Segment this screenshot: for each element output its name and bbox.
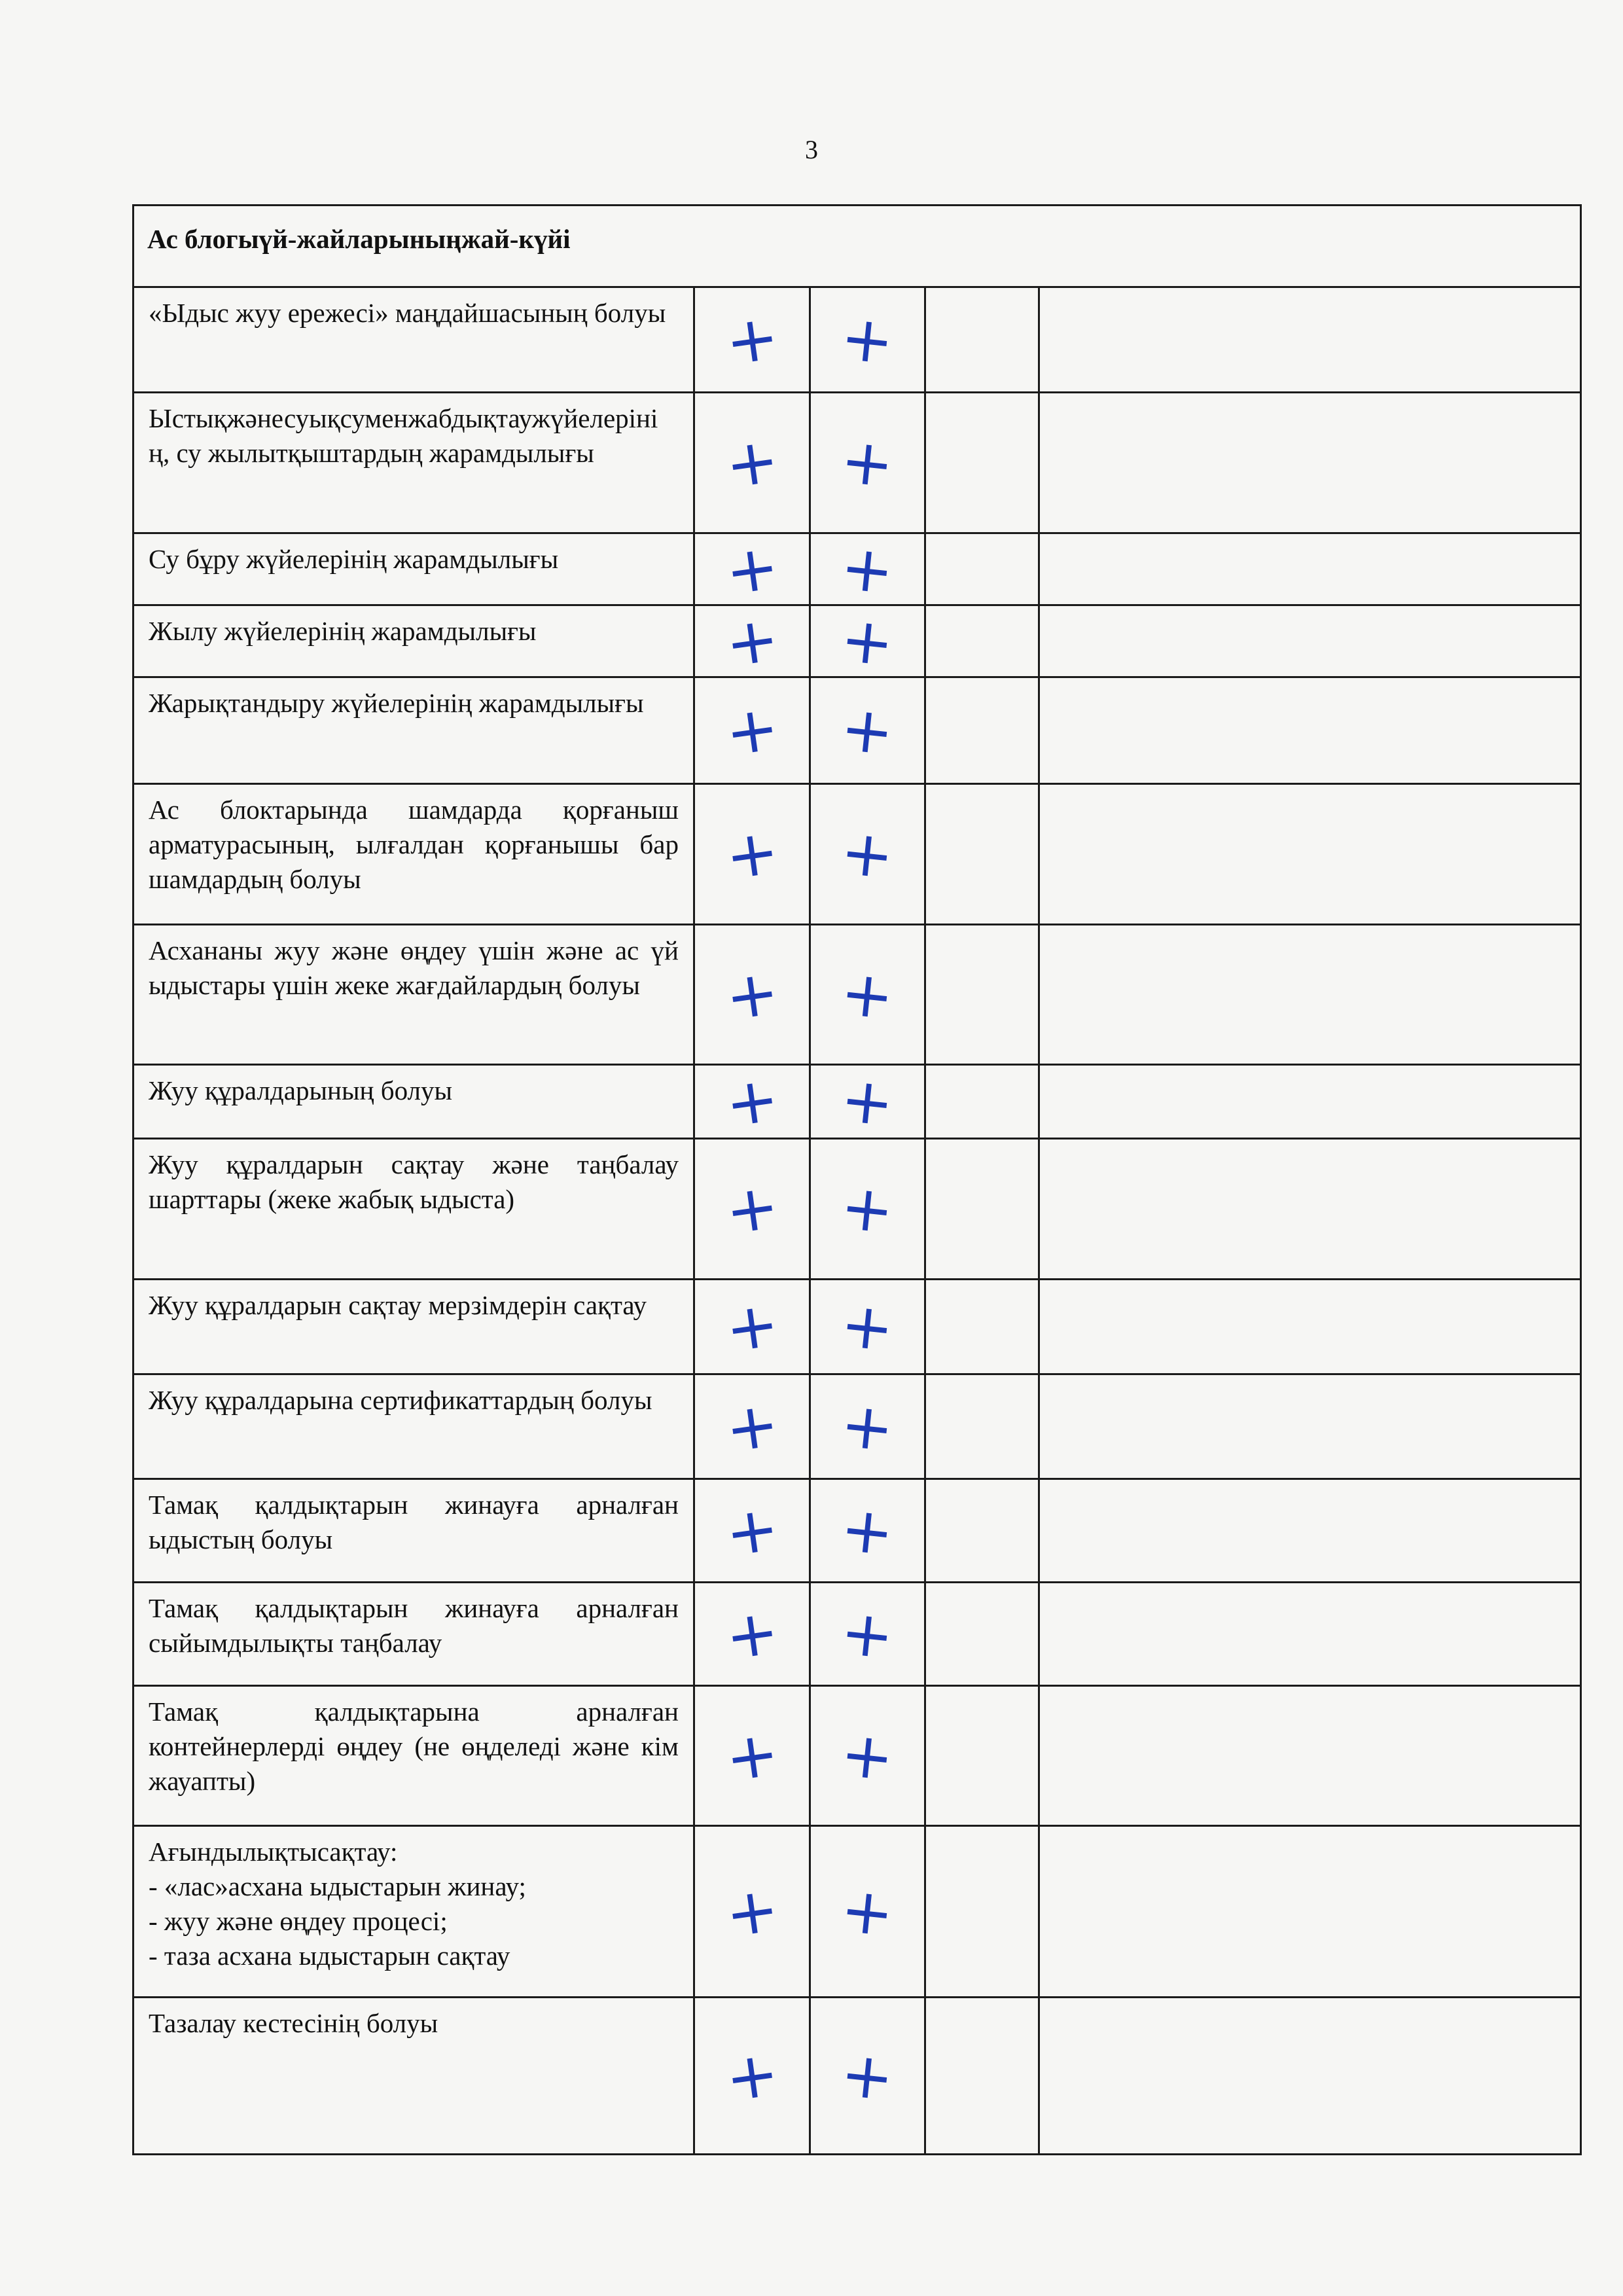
- mark-cell: [810, 1583, 925, 1686]
- empty-cell: [925, 1479, 1039, 1583]
- plus-mark: +: [721, 299, 783, 380]
- empty-cell: [1039, 393, 1581, 533]
- empty-cell: [925, 533, 1039, 605]
- empty-cell: [1039, 1139, 1581, 1280]
- empty-cell: [1039, 605, 1581, 677]
- plus-mark: +: [721, 1871, 783, 1952]
- table-row: [134, 784, 1581, 925]
- plus-mark: +: [721, 1061, 783, 1142]
- plus-mark: +: [837, 1594, 898, 1674]
- empty-cell: [1039, 1374, 1581, 1479]
- empty-cell: [925, 677, 1039, 784]
- mark-cell: [810, 287, 925, 393]
- plus-mark: +: [721, 601, 783, 681]
- criterion-label: Тамақ қалдықтарын жинауға арналған ыдыстың болуы: [134, 1479, 694, 1583]
- table-row: [134, 605, 1581, 677]
- checklist-table: [132, 204, 1582, 2155]
- plus-mark: +: [837, 2036, 898, 2115]
- mark-cell: [810, 1686, 925, 1826]
- mark-cell: [810, 529, 925, 609]
- table-row: [134, 925, 1581, 1065]
- plus-mark: +: [837, 1491, 898, 1570]
- empty-cell: [925, 1065, 1039, 1139]
- empty-cell: [925, 1139, 1039, 1280]
- plus-mark: +: [837, 815, 898, 893]
- criterion-label: Су бұру жүйелерінің жарамдылығы: [134, 533, 694, 605]
- mark-cell: [810, 1479, 925, 1583]
- table-row-flow: [134, 1826, 1581, 1998]
- empty-cell: [1039, 287, 1581, 393]
- empty-cell: [925, 605, 1039, 677]
- empty-cell: [1039, 677, 1581, 784]
- mark-cell: [694, 784, 810, 925]
- table-row: [134, 1139, 1581, 1280]
- mark-cell: [694, 601, 810, 681]
- table-row: [134, 677, 1581, 784]
- mark-cell: [694, 1280, 810, 1374]
- plus-mark: +: [721, 529, 783, 609]
- mark-cell: [694, 1479, 810, 1583]
- plus-mark: +: [721, 1594, 783, 1674]
- flow-item: - таза асхана ыдыстарын сақтау: [149, 1941, 510, 1971]
- table-row: [134, 1280, 1581, 1374]
- mark-cell: [810, 677, 925, 784]
- flow-title: Ағындылықтысақтау:: [149, 1837, 398, 1867]
- empty-cell: [1039, 925, 1581, 1065]
- mark-cell: [694, 1583, 810, 1686]
- empty-cell: [925, 1826, 1039, 1998]
- plus-mark: +: [837, 1716, 898, 1795]
- empty-cell: [925, 1686, 1039, 1826]
- mark-cell: [694, 1826, 810, 1998]
- table-row: [134, 1374, 1581, 1479]
- criterion-label: Жылу жүйелерінің жарамдылығы: [134, 605, 694, 677]
- mark-cell: [694, 925, 810, 1065]
- mark-cell: [810, 925, 925, 1065]
- empty-cell: [925, 393, 1039, 533]
- flow-item: - жуу және өңдеу процесі;: [149, 1906, 448, 1936]
- empty-cell: [925, 784, 1039, 925]
- criterion-label: Тазалау кестесінің болуы: [134, 1998, 694, 2155]
- criterion-label: Тамақ қалдықтарын жинауға арналған сыйымдылықты таңбалау: [134, 1583, 694, 1686]
- plus-mark: +: [721, 814, 783, 895]
- mark-cell: [694, 1061, 810, 1142]
- plus-mark: +: [837, 691, 898, 770]
- empty-cell: [925, 1374, 1039, 1479]
- mark-cell: [810, 1998, 925, 2155]
- empty-cell: [925, 1583, 1039, 1686]
- mark-cell: [810, 1374, 925, 1479]
- plus-mark: +: [837, 300, 898, 379]
- table-row: [134, 1065, 1581, 1139]
- table-row: [134, 393, 1581, 533]
- mark-cell: [694, 1139, 810, 1280]
- table-row: [134, 1479, 1581, 1583]
- table-row: [134, 1998, 1581, 2155]
- mark-cell: [810, 1280, 925, 1374]
- flow-item: - «лас»асхана ыдыстарын жинау;: [149, 1871, 526, 1901]
- mark-cell: [810, 784, 925, 925]
- criterion-label: Ыстықжәнесуықсуменжабдықтаужүйелерінің, су жылытқыштардың жарамдылығы: [134, 393, 694, 533]
- plus-mark: +: [837, 601, 898, 681]
- empty-cell: [1039, 1583, 1581, 1686]
- empty-cell: [1039, 1686, 1581, 1826]
- plus-mark: +: [837, 1287, 898, 1366]
- criterion-label: Жуу құралдарының болуы: [134, 1065, 694, 1139]
- plus-mark: +: [721, 422, 783, 503]
- plus-mark: +: [837, 1387, 898, 1466]
- criterion-label: Жарықтандыру жүйелерінің жарамдылығы: [134, 677, 694, 784]
- empty-cell: [1039, 1280, 1581, 1374]
- empty-cell: [1039, 1826, 1581, 1998]
- table-row: [134, 1686, 1581, 1826]
- criterion-label: Тамақ қалдықтарына арналған контейнерлерді өңдеу (не өңделеді және кім жауапты): [134, 1686, 694, 1826]
- mark-cell: [694, 677, 810, 784]
- section-header-row: [134, 206, 1581, 287]
- plus-mark: +: [837, 1872, 898, 1951]
- plus-mark: +: [837, 423, 898, 502]
- empty-cell: [1039, 1998, 1581, 2155]
- flow-criterion: [134, 1826, 694, 1998]
- page-number: 3: [805, 135, 818, 164]
- criterion-label: Ас блоктарында шамдарда қорғаныш арматурасының, ылғалдан қорғанышы бар шамдардың болуы: [134, 784, 694, 925]
- empty-cell: [925, 925, 1039, 1065]
- plus-mark: +: [721, 1386, 783, 1467]
- plus-mark: +: [837, 955, 898, 1034]
- plus-mark: +: [721, 1715, 783, 1796]
- empty-cell: [1039, 533, 1581, 605]
- table-row: [134, 1583, 1581, 1686]
- empty-cell: [925, 1998, 1039, 2155]
- plus-mark: +: [721, 1286, 783, 1367]
- mark-cell: [694, 287, 810, 393]
- mark-cell: [694, 393, 810, 533]
- criterion-label: Жуу құралдарын сақтау мерзімдерін сақтау: [134, 1280, 694, 1374]
- empty-cell: [925, 287, 1039, 393]
- criterion-label: Асхананы жуу және өңдеу үшін және ас үй ыдыстары үшін жеке жағдайлардың болуы: [134, 925, 694, 1065]
- plus-mark: +: [721, 1168, 783, 1249]
- mark-cell: [810, 393, 925, 533]
- plus-mark: +: [837, 1062, 898, 1141]
- criterion-label: Жуу құралдарын сақтау және таңбалау шарттары (жеке жабық ыдыста): [134, 1139, 694, 1280]
- plus-mark: +: [837, 529, 898, 609]
- table-row: [134, 533, 1581, 605]
- empty-cell: [1039, 1479, 1581, 1583]
- mark-cell: [694, 1374, 810, 1479]
- mark-cell: [694, 529, 810, 609]
- table-row: [134, 287, 1581, 393]
- section-title: Ас блогыүй-жайларыныңжай-күйі: [134, 206, 1581, 287]
- criterion-label: Жуу құралдарына сертификаттардың болуы: [134, 1374, 694, 1479]
- plus-mark: +: [721, 1490, 783, 1571]
- mark-cell: [810, 1139, 925, 1280]
- empty-cell: [925, 1280, 1039, 1374]
- mark-cell: [810, 1826, 925, 1998]
- plus-mark: +: [837, 1170, 898, 1248]
- mark-cell: [694, 1998, 810, 2155]
- plus-mark: +: [721, 2036, 783, 2116]
- mark-cell: [810, 601, 925, 681]
- mark-cell: [810, 1062, 925, 1141]
- criterion-label: «Ыдыс жуу ережесі» маңдайшасының болуы: [134, 287, 694, 393]
- empty-cell: [1039, 784, 1581, 925]
- plus-mark: +: [721, 690, 783, 771]
- mark-cell: [694, 1686, 810, 1826]
- empty-cell: [1039, 1065, 1581, 1139]
- plus-mark: +: [721, 954, 783, 1035]
